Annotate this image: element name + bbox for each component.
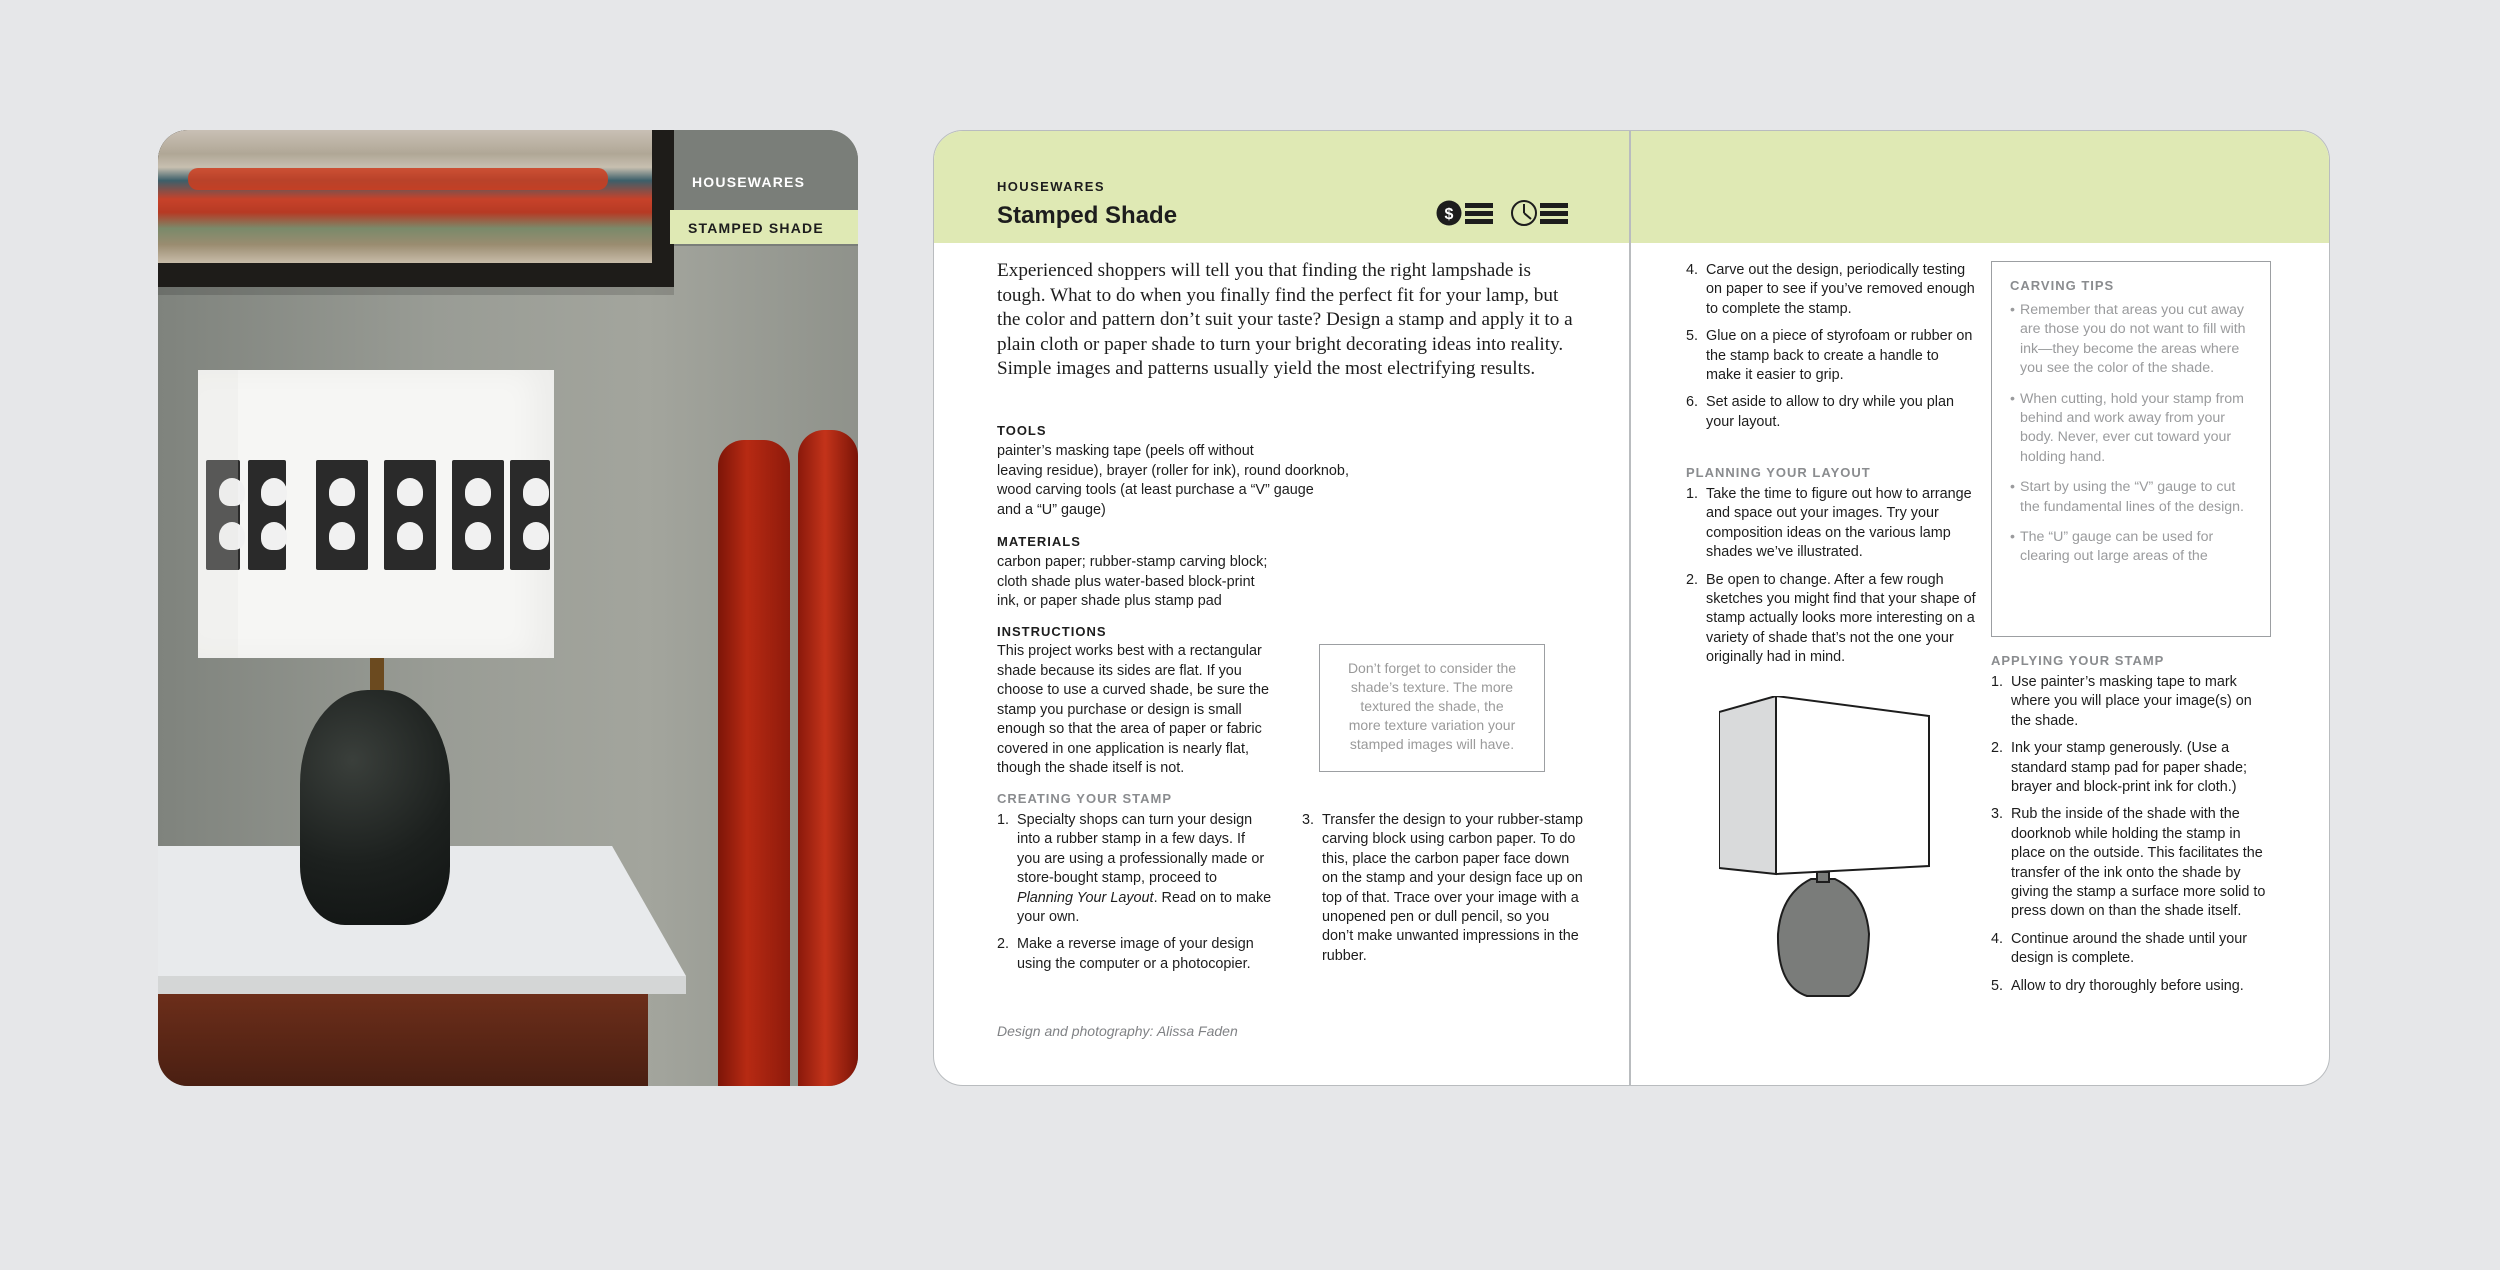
cost-level-bars (1465, 203, 1493, 224)
credit-line: Design and photography: Alissa Faden (997, 1023, 1238, 1039)
creating-steps-col1 (997, 811, 1272, 982)
list-item: 3. Transfer the design to your rubber-stamp carving block using carbon paper. To do this, place the carbon paper face down on the stamp and your design face up on top of that. Trace over your image with a unopened pen or dull pencil, so you don’t make unwanted impressions in the rubber. (1302, 812, 1584, 964)
list-item: 2. Ink your stamp generously. (Use a standard stamp pad for paper shade; brayer and block-print ink for cloth.) (1991, 740, 2247, 796)
instructions-section (997, 624, 1317, 779)
cost-time-indicators (1436, 199, 1582, 231)
frame-shadow (158, 287, 674, 295)
lampshade-side (198, 370, 238, 658)
instructions-text: This project works best with a rectangular shade because its sides are flat. If you choose to use a curved shade, be sure the stamp you purchase or design is small enough so that the area of paper or fabric covered in one application is nearly flat, though the shade itself is not. (997, 643, 1270, 776)
carving-tips-heading: CARVING TIPS (2010, 278, 2115, 293)
carving-tips-list (2010, 301, 2252, 567)
lamp-base-outline (1778, 879, 1869, 996)
svg-text:$: $ (1444, 206, 1454, 223)
tools-section (997, 423, 1417, 520)
list-item: 3. Rub the inside of the shade with the doorknob while holding the stamp in place on the outside. This facilitates the transfer of the ink onto the shade by giving the stamp a surface more solid to press down on than the shade itself. (1991, 806, 2266, 920)
list-item: 1. Specialty shops can turn your design into a rubber stamp in a few days. If you are using a professionally made or store-bought stamp, proceed to Planning Your Layout. Read on to make your own. (997, 812, 1272, 926)
active-project-tab: STAMPED SHADE (688, 220, 824, 236)
list-item: 4. Continue around the shade until your design is complete. (1991, 930, 2248, 967)
list-item: • Start by using the “V” gauge to cut the fundamental lines of the design. (2010, 479, 2245, 515)
painting (158, 130, 652, 263)
materials-text: carbon paper; rubber-stamp carving block; cloth shade plus water-based block-print ink, or paper shade plus stamp pad (997, 554, 1268, 609)
painting-streak (188, 168, 608, 190)
outlet-stamp (248, 460, 286, 570)
page-title: Stamped Shade (997, 202, 1178, 229)
list-item: 1. Use painter’s masking tape to mark where you will place your image(s) on the shade. (1991, 674, 2252, 729)
outlet-stamp (384, 460, 436, 570)
instruction-card-front (933, 130, 1630, 1086)
instruction-card-back (1630, 130, 2330, 1086)
carving-tips-box (1991, 261, 2271, 637)
intro-paragraph: Experienced shoppers will tell you that finding the right lampshade is tough. What to do when you finally find the perfect fit for your lamp, but the color and pattern don’t suit your taste? Design a stamp and apply it to a plain cloth or paper shade to turn your bright decorating ideas into reality. Simple images and patterns usually yield the most electrifying results. (997, 260, 1573, 380)
outlet-stamp (316, 460, 368, 570)
list-item: • When cutting, hold your stamp from behind and work away from your body. Never, ever cut toward your holding hand. (2010, 390, 2244, 465)
category-tab: HOUSEWARES (692, 174, 806, 190)
list-item: 6. Set aside to allow to dry while you plan your layout. (1686, 394, 1954, 430)
shade-side-face (1719, 696, 1776, 874)
materials-section (997, 534, 1417, 612)
clock-icon (1512, 201, 1536, 225)
list-item: 1. Take the time to figure out how to arrange and space out your images. Try your composition ideas on the various lamp shades we’ve illustrated. (1686, 486, 1972, 561)
list-item: 2. Make a reverse image of your design using the computer or a photocopier. (997, 936, 1254, 972)
list-item: 4. Carve out the design, periodically testing on paper to see if you’ve removed enough to complete the stamp. (1686, 262, 1975, 317)
planning-steps (1686, 485, 1976, 676)
stamped-lampshade (198, 370, 554, 658)
category-label: HOUSEWARES (997, 179, 1105, 194)
lamp-neck-outline (1817, 872, 1829, 882)
list-item: • The “U” gauge can be used for clearing out large areas of the (2010, 529, 2214, 565)
side-table-edge (158, 976, 686, 994)
lamp-base (300, 690, 450, 925)
texture-tip-box: Don’t forget to consider the shade’s texture. The more textured the shade, the more texture variation your stamped images will have. (1319, 644, 1545, 772)
lamp-outline-illustration (1719, 696, 1939, 1016)
list-item: 5. Allow to dry thoroughly before using. (1991, 977, 2244, 994)
shade-front-face (1776, 696, 1929, 874)
applying-stamp-heading: APPLYING YOUR STAMP (1991, 653, 2165, 668)
applying-steps (1991, 673, 2271, 1004)
outlet-stamp (510, 460, 550, 570)
list-item: 2. Be open to change. After a few rough sketches you might find that your shape of stamp actually looks more interesting on a variety of shade that’s not the one your originally had in mind. (1686, 571, 1976, 666)
list-item: 5. Glue on a piece of styrofoam or rubber on the stamp back to create a handle to make it easier to grip. (1686, 328, 1973, 384)
planning-layout-heading: PLANNING YOUR LAYOUT (1686, 465, 1871, 480)
carving-steps (1686, 261, 1976, 440)
header-band (1631, 131, 2329, 243)
time-level-bars (1540, 203, 1568, 224)
radiator-left (718, 440, 790, 1086)
side-table-drawer (158, 994, 648, 1086)
photo-card (158, 130, 858, 1086)
tools-heading: TOOLS (997, 423, 1047, 438)
tools-text: painter’s masking tape (peels off without leaving residue), brayer (roller for ink), round doorknob, wood carving tools (at least purchase a “V” gauge and a “U” gauge) (997, 443, 1349, 518)
creating-stamp-heading: CREATING YOUR STAMP (997, 791, 1173, 806)
list-item: • Remember that areas you cut away are those you do not want to fill with ink—they become the areas where you see the color of the shade. (2010, 302, 2246, 377)
outlet-stamp (452, 460, 504, 570)
dollar-icon (1437, 201, 1462, 226)
instructions-heading: INSTRUCTIONS (997, 624, 1107, 639)
radiator-right (798, 430, 858, 1086)
materials-heading: MATERIALS (997, 534, 1081, 549)
creating-steps-col2 (1302, 811, 1584, 974)
